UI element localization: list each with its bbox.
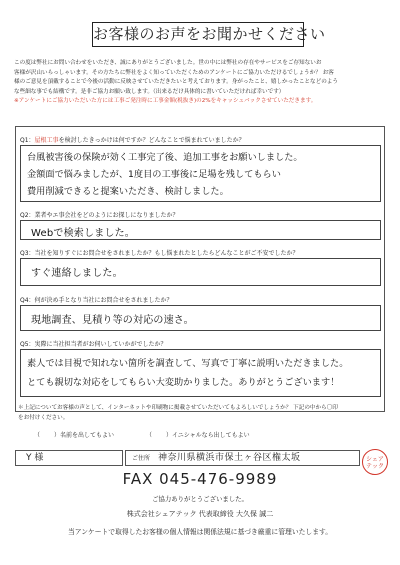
consent-option-label: イニシャルなら出してもよい bbox=[172, 432, 250, 439]
customer-address: 神奈川県横浜市保土ヶ谷区権太坂 bbox=[158, 453, 301, 463]
answer-line: とても親切な対応をしてもらい大変助かりました。ありがとうございます！ bbox=[27, 377, 340, 388]
questionnaire bbox=[15, 126, 385, 412]
answer-line: 金額面で悩みましたが、1度目の工事後に足場を残してもらい bbox=[27, 169, 281, 180]
answer-line: Webで検索しました。 bbox=[31, 228, 136, 239]
address-label: ご住所 bbox=[132, 455, 151, 462]
company-signature: 株式会社シェアテック 代表取締役 大久保 誠二 bbox=[126, 510, 274, 518]
answer-box-4 bbox=[20, 305, 381, 331]
answer-line: 費用削減できると提案いただき、検討しました。 bbox=[27, 186, 229, 197]
customer-address-field bbox=[125, 450, 360, 466]
fax-number: FAX 045-476-9989 bbox=[122, 470, 278, 488]
question-text: 実際に当社担当者がお伺いしていかがでしたか？ bbox=[34, 341, 167, 348]
footnote-line: ＊上記についてお客様の声として、インターネットや印刷物に掲載させていただいてもよろしいでしょうか？ 下記の中から〇印 bbox=[18, 405, 338, 411]
question-text: 当社を知りすぐにお問合せをされましたか？もし悩まれたとしたらどんなことがご不安でしたか？ bbox=[34, 250, 299, 257]
question-text: 業者やエ事会社をどのようにお探しになりましたか？ bbox=[34, 212, 179, 219]
question-number: Q1： bbox=[20, 137, 35, 144]
answer-box-2 bbox=[20, 220, 381, 240]
intro-text bbox=[14, 59, 388, 107]
closing-message: ご協力ありがとうございました。 bbox=[152, 495, 248, 503]
question-highlight: 屋根工事 bbox=[34, 137, 59, 144]
page-title: お客様のお声をお聞かせください bbox=[92, 22, 304, 47]
consent-option-label: 名前を出してもよい bbox=[60, 432, 115, 439]
customer-name: Y 様 bbox=[26, 453, 44, 463]
answer-line: 素人では目視で知れない箇所を調査して、写真で丁寧に説明いただきました。 bbox=[27, 358, 349, 369]
question-5 bbox=[20, 339, 167, 348]
question-number: Q5： bbox=[20, 341, 35, 348]
answer-box-1 bbox=[20, 145, 381, 202]
privacy-notice: 当アンケートで取得したお客様の個人情報は関係法規に基づき厳重に管理いたします。 bbox=[67, 528, 333, 536]
customer-name-field bbox=[15, 450, 123, 466]
answer-line: 台風被害後の保険が効く工事完了後、追加工事をお願いしました。 bbox=[27, 152, 303, 163]
intro-line: 客様が沢山いらっしゃいます。その方たちに弊社をよく知っていただくためのアンケートにご協力いただけるでしょうか？ お客 bbox=[14, 69, 334, 76]
question-3 bbox=[20, 248, 299, 257]
intro-line: 様のご意見を頂戴することで今後の活動に反映させていただきたいと考えております。身がったこと、嬉しかったことなどのよう bbox=[14, 79, 338, 86]
intro-line: この度は弊社にお問い合わせをいただき、誠にありがとうございました。世の中には弊社の存在やサービスをご存知ないお bbox=[14, 60, 322, 66]
question-number: Q2： bbox=[20, 212, 35, 219]
question-number: Q3： bbox=[20, 250, 35, 257]
answer-box-5 bbox=[20, 349, 381, 397]
question-1 bbox=[20, 135, 245, 144]
answer-line: すぐ連絡しました。 bbox=[31, 268, 123, 279]
intro-line: な些細な事でも結構です。是非ご協力お願い致します。（出来るだけ具体的に書いていただければ幸いです） bbox=[14, 88, 285, 95]
question-text: 何が決め手となり当社にお問合せをされましたか？ bbox=[34, 297, 173, 304]
question-4 bbox=[20, 295, 173, 304]
answer-box-3 bbox=[20, 258, 381, 286]
answer-line: 現地調査、見積り等の対応の速さ。 bbox=[31, 315, 194, 326]
consent-option-name[interactable]: （ ）名前を出してもよい bbox=[34, 432, 115, 439]
question-text: を検討したきっかけは何ですか？どんなことで悩まれていましたか？ bbox=[58, 137, 245, 144]
company-stamp: シェア テック bbox=[362, 449, 388, 475]
consent-option-initial[interactable]: （ ）イニシャルなら出してもよい bbox=[146, 432, 250, 439]
publication-consent-note bbox=[18, 404, 338, 424]
footnote-line: をお付けください。 bbox=[18, 414, 69, 421]
question-number: Q4： bbox=[20, 297, 35, 304]
cashback-note: ※アンケートにご協力いただいた方には工事ご発注時に工事金額(税抜き)の2%をキャッシュバックさせていただきます。 bbox=[14, 98, 317, 105]
question-2 bbox=[20, 210, 179, 219]
